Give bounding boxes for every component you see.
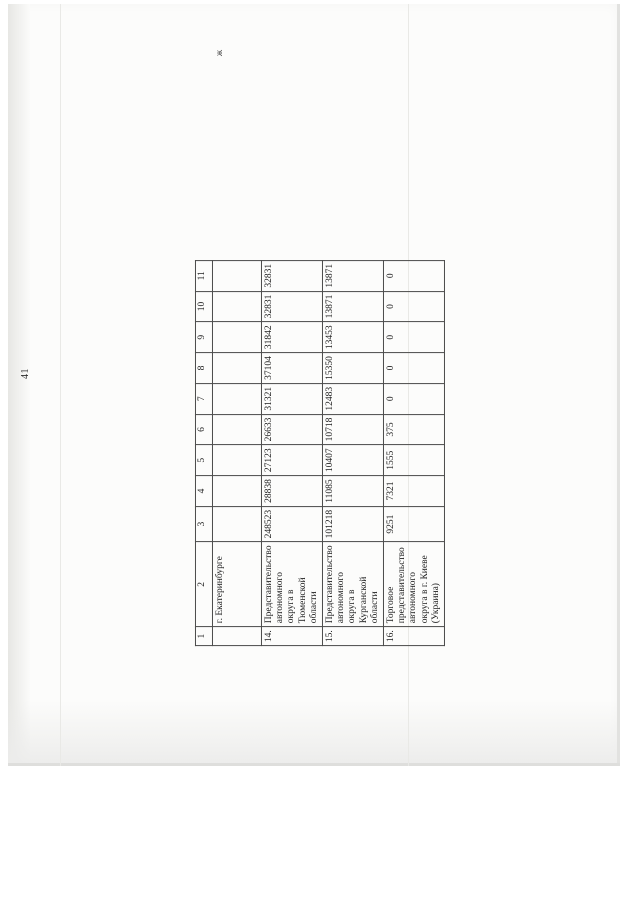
row-value: 10718 [322, 414, 383, 445]
scanner-blank-area [0, 766, 640, 905]
table-header-row [195, 260, 212, 645]
header-col-3: 3 [195, 506, 212, 542]
header-col-10: 10 [195, 291, 212, 322]
row-value [212, 475, 261, 506]
stray-pen-mark: ж [214, 49, 225, 57]
row-value: 0 [384, 352, 445, 383]
row-value: 10407 [322, 444, 383, 475]
table-row [212, 260, 261, 645]
header-col-7: 7 [195, 383, 212, 414]
header-col-6: 6 [195, 414, 212, 445]
row-value: 32831 [261, 291, 322, 322]
row-value: 37104 [261, 352, 322, 383]
row-name: Торговое представительство автономного округа в г. Киеве (Украина) [384, 541, 445, 626]
row-value: 26633 [261, 414, 322, 445]
row-value: 7321 [384, 475, 445, 506]
table-container [195, 259, 445, 645]
row-value: 12483 [322, 383, 383, 414]
row-value [212, 260, 261, 291]
row-value [212, 291, 261, 322]
row-value: 375 [384, 414, 445, 445]
row-value: 13871 [322, 291, 383, 322]
table-row [384, 260, 445, 645]
row-index: 14. [261, 626, 322, 645]
row-value: 0 [384, 383, 445, 414]
row-value: 0 [384, 321, 445, 352]
row-value: 28838 [261, 475, 322, 506]
row-value: 0 [384, 260, 445, 291]
row-value [212, 506, 261, 542]
row-value: 248523 [261, 506, 322, 542]
header-col-5: 5 [195, 444, 212, 475]
row-value: 27123 [261, 444, 322, 475]
header-col-4: 4 [195, 475, 212, 506]
row-value: 11085 [322, 475, 383, 506]
header-col-11: 11 [195, 260, 212, 291]
row-value: 31321 [261, 383, 322, 414]
table-row [322, 260, 383, 645]
row-value [212, 444, 261, 475]
row-index: 16. [384, 626, 445, 645]
row-value [212, 383, 261, 414]
header-col-9: 9 [195, 321, 212, 352]
row-value: 13871 [322, 260, 383, 291]
row-value: 9251 [384, 506, 445, 542]
row-index: 15. [322, 626, 383, 645]
table-row [261, 260, 322, 645]
row-value: 31842 [261, 321, 322, 352]
row-value: 15350 [322, 352, 383, 383]
row-value: 32831 [261, 260, 322, 291]
row-value [212, 414, 261, 445]
row-value: 0 [384, 291, 445, 322]
header-col-8: 8 [195, 352, 212, 383]
row-name: Представительство автономного округа в Тюменской области [261, 541, 322, 626]
row-index [212, 626, 261, 645]
row-name: Представительство автономного округа в Курганской области [322, 541, 383, 626]
page-number: 41 [20, 368, 31, 379]
row-value [212, 352, 261, 383]
row-value [212, 321, 261, 352]
row-value: 13453 [322, 321, 383, 352]
budget-table [195, 259, 445, 645]
row-value: 101218 [322, 506, 383, 542]
header-col-1: 1 [195, 626, 212, 645]
header-col-2: 2 [195, 541, 212, 626]
row-value: 1555 [384, 444, 445, 475]
row-name: г. Екатеринбурге [212, 541, 261, 626]
